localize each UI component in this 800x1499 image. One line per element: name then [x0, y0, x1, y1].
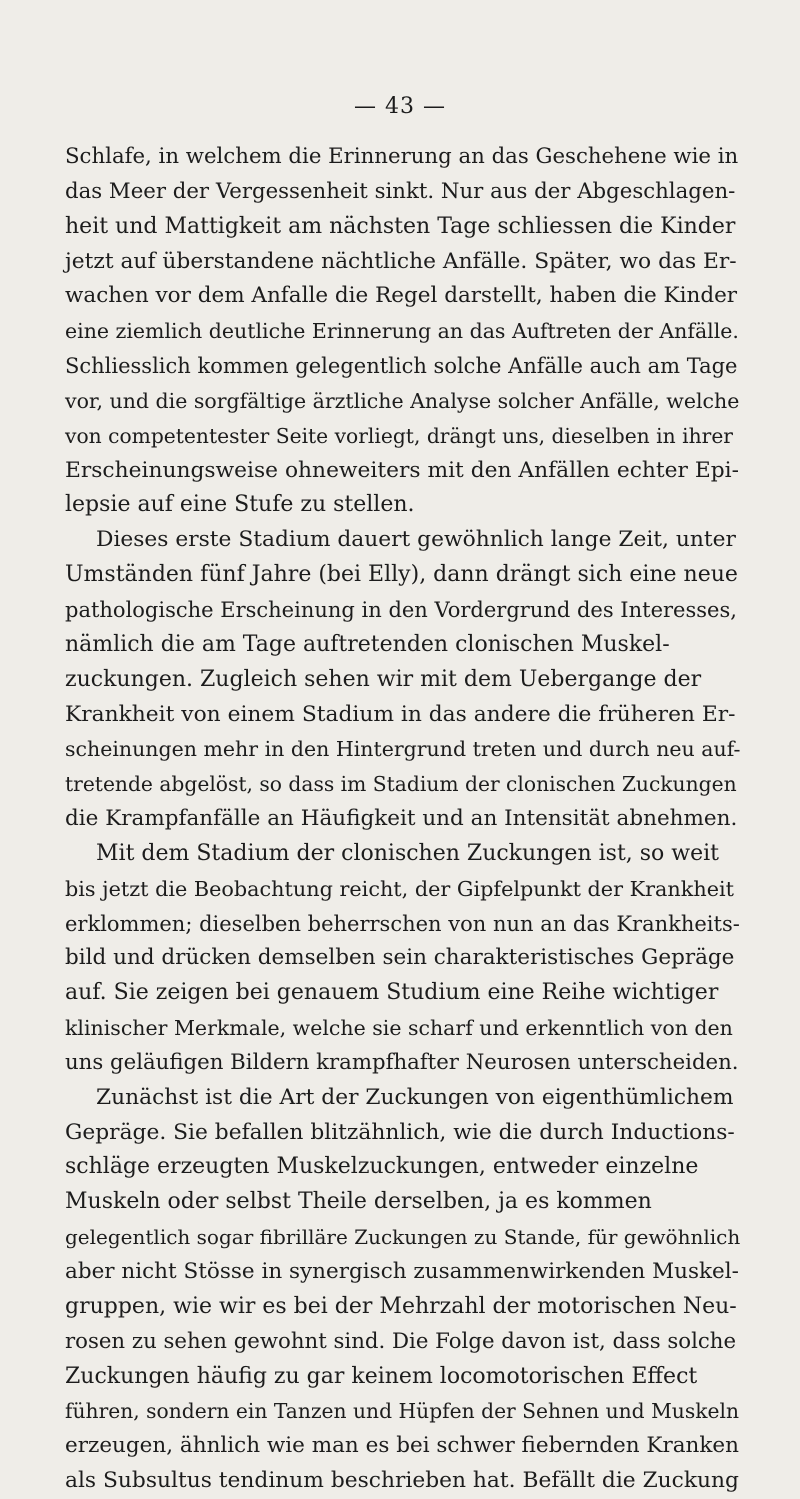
- body-text: [65, 140, 740, 1499]
- page-number: — 43 —: [354, 94, 446, 119]
- text-line: tretende abgelöst, so dass im Stadium der clonischen Zuckungen: [65, 772, 737, 797]
- text-line: schläge erzeugten Muskelzuckungen, entweder einzelne: [65, 1154, 699, 1180]
- text-line: scheinungen mehr in den Hintergrund treten und durch neu auf-: [65, 737, 741, 762]
- text-line: die Krampfanfälle an Häufigkeit und an Intensität abnehmen.: [65, 806, 738, 832]
- text-line: auf. Sie zeigen bei genauem Studium eine Reihe wichtiger: [65, 980, 719, 1006]
- text-line: das Meer der Vergessenheit sinkt. Nur aus der Abgeschlagen-: [65, 178, 736, 204]
- text-line: erzeugen, ähnlich wie man es bei schwer fiebernden Kranken: [65, 1433, 740, 1459]
- text-line: gruppen, wie wir es bei der Mehrzahl der motorischen Neu-: [65, 1293, 737, 1319]
- text-line: Zuckungen häufig zu gar keinem locomotorischen Effect: [65, 1363, 698, 1389]
- text-line: jetzt auf überstandene nächtliche Anfälle. Später, wo das Er-: [65, 248, 737, 274]
- text-line: zuckungen. Zugleich sehen wir mit dem Uebergange der: [65, 666, 702, 692]
- text-line: bild und drücken demselben sein charakteristisches Gepräge: [65, 945, 735, 971]
- text-line: Erscheinungsweise ohneweiters mit den Anfällen echter Epi-: [65, 457, 739, 483]
- text-line: heit und Mattigkeit am nächsten Tage schliessen die Kinder: [65, 213, 736, 239]
- text-line: Schliesslich kommen gelegentlich solche Anfälle auch am Tage: [65, 354, 738, 379]
- text-line: nämlich die am Tage auftretenden clonischen Muskel-: [65, 631, 670, 657]
- text-line: Umständen fünf Jahre (bei Elly), dann drängt sich eine neue: [65, 562, 738, 588]
- text-line: lepsie auf eine Stufe zu stellen.: [65, 492, 415, 518]
- text-line: pathologische Erscheinung in den Vordergrund des Interesses,: [65, 597, 737, 622]
- text-line: uns geläufigen Bildern krampfhafter Neurosen unterscheiden.: [65, 1049, 739, 1075]
- text-line: erklommen; dieselben beherrschen von nun an das Krankheits-: [65, 911, 740, 936]
- text-line: wachen vor dem Anfalle die Regel darstellt, haben die Kinder: [65, 283, 738, 309]
- text-line: Mit dem Stadium der clonischen Zuckungen ist, so weit: [96, 840, 720, 866]
- text-line: führen, sondern ein Tanzen und Hüpfen der Sehnen und Muskeln: [65, 1399, 740, 1424]
- text-line: Gepräge. Sie befallen blitzähnlich, wie die durch Inductions-: [65, 1119, 735, 1145]
- text-line: Dieses erste Stadium dauert gewöhnlich lange Zeit, unter: [96, 527, 736, 553]
- text-line: als Subsultus tendinum beschrieben hat. Befällt die Zuckung: [65, 1468, 739, 1494]
- text-line: aber nicht Stösse in synergisch zusammenwirkenden Muskel-: [65, 1259, 739, 1284]
- text-line: eine ziemlich deutliche Erinnerung an das Auftreten der Anfälle.: [65, 319, 739, 344]
- text-line: Krankheit von einem Stadium in das andere die früheren Er-: [65, 701, 736, 727]
- text-line: bis jetzt die Beobachtung reicht, der Gipfelpunkt der Krankheit: [65, 876, 734, 901]
- text-line: Zunächst ist die Art der Zuckungen von eigenthümlichem: [96, 1084, 734, 1110]
- text-line: Schlafe, in welchem die Erinnerung an das Geschehene wie in: [65, 144, 739, 169]
- text-line: gelegentlich sogar fibrilläre Zuckungen zu Stande, für gewöhnlich: [65, 1225, 741, 1250]
- text-line: rosen zu sehen gewohnt sind. Die Folge davon ist, dass solche: [65, 1328, 737, 1354]
- text-line: vor, und die sorgfältige ärztliche Analyse solcher Anfälle, welche: [65, 388, 740, 413]
- text-line: Muskeln oder selbst Theile derselben, ja es kommen: [65, 1189, 652, 1215]
- text-line: von competentester Seite vorliegt, drängt uns, dieselben in ihrer: [65, 423, 733, 448]
- text-line: klinischer Merkmale, welche sie scharf und erkenntlich von den: [65, 1016, 733, 1041]
